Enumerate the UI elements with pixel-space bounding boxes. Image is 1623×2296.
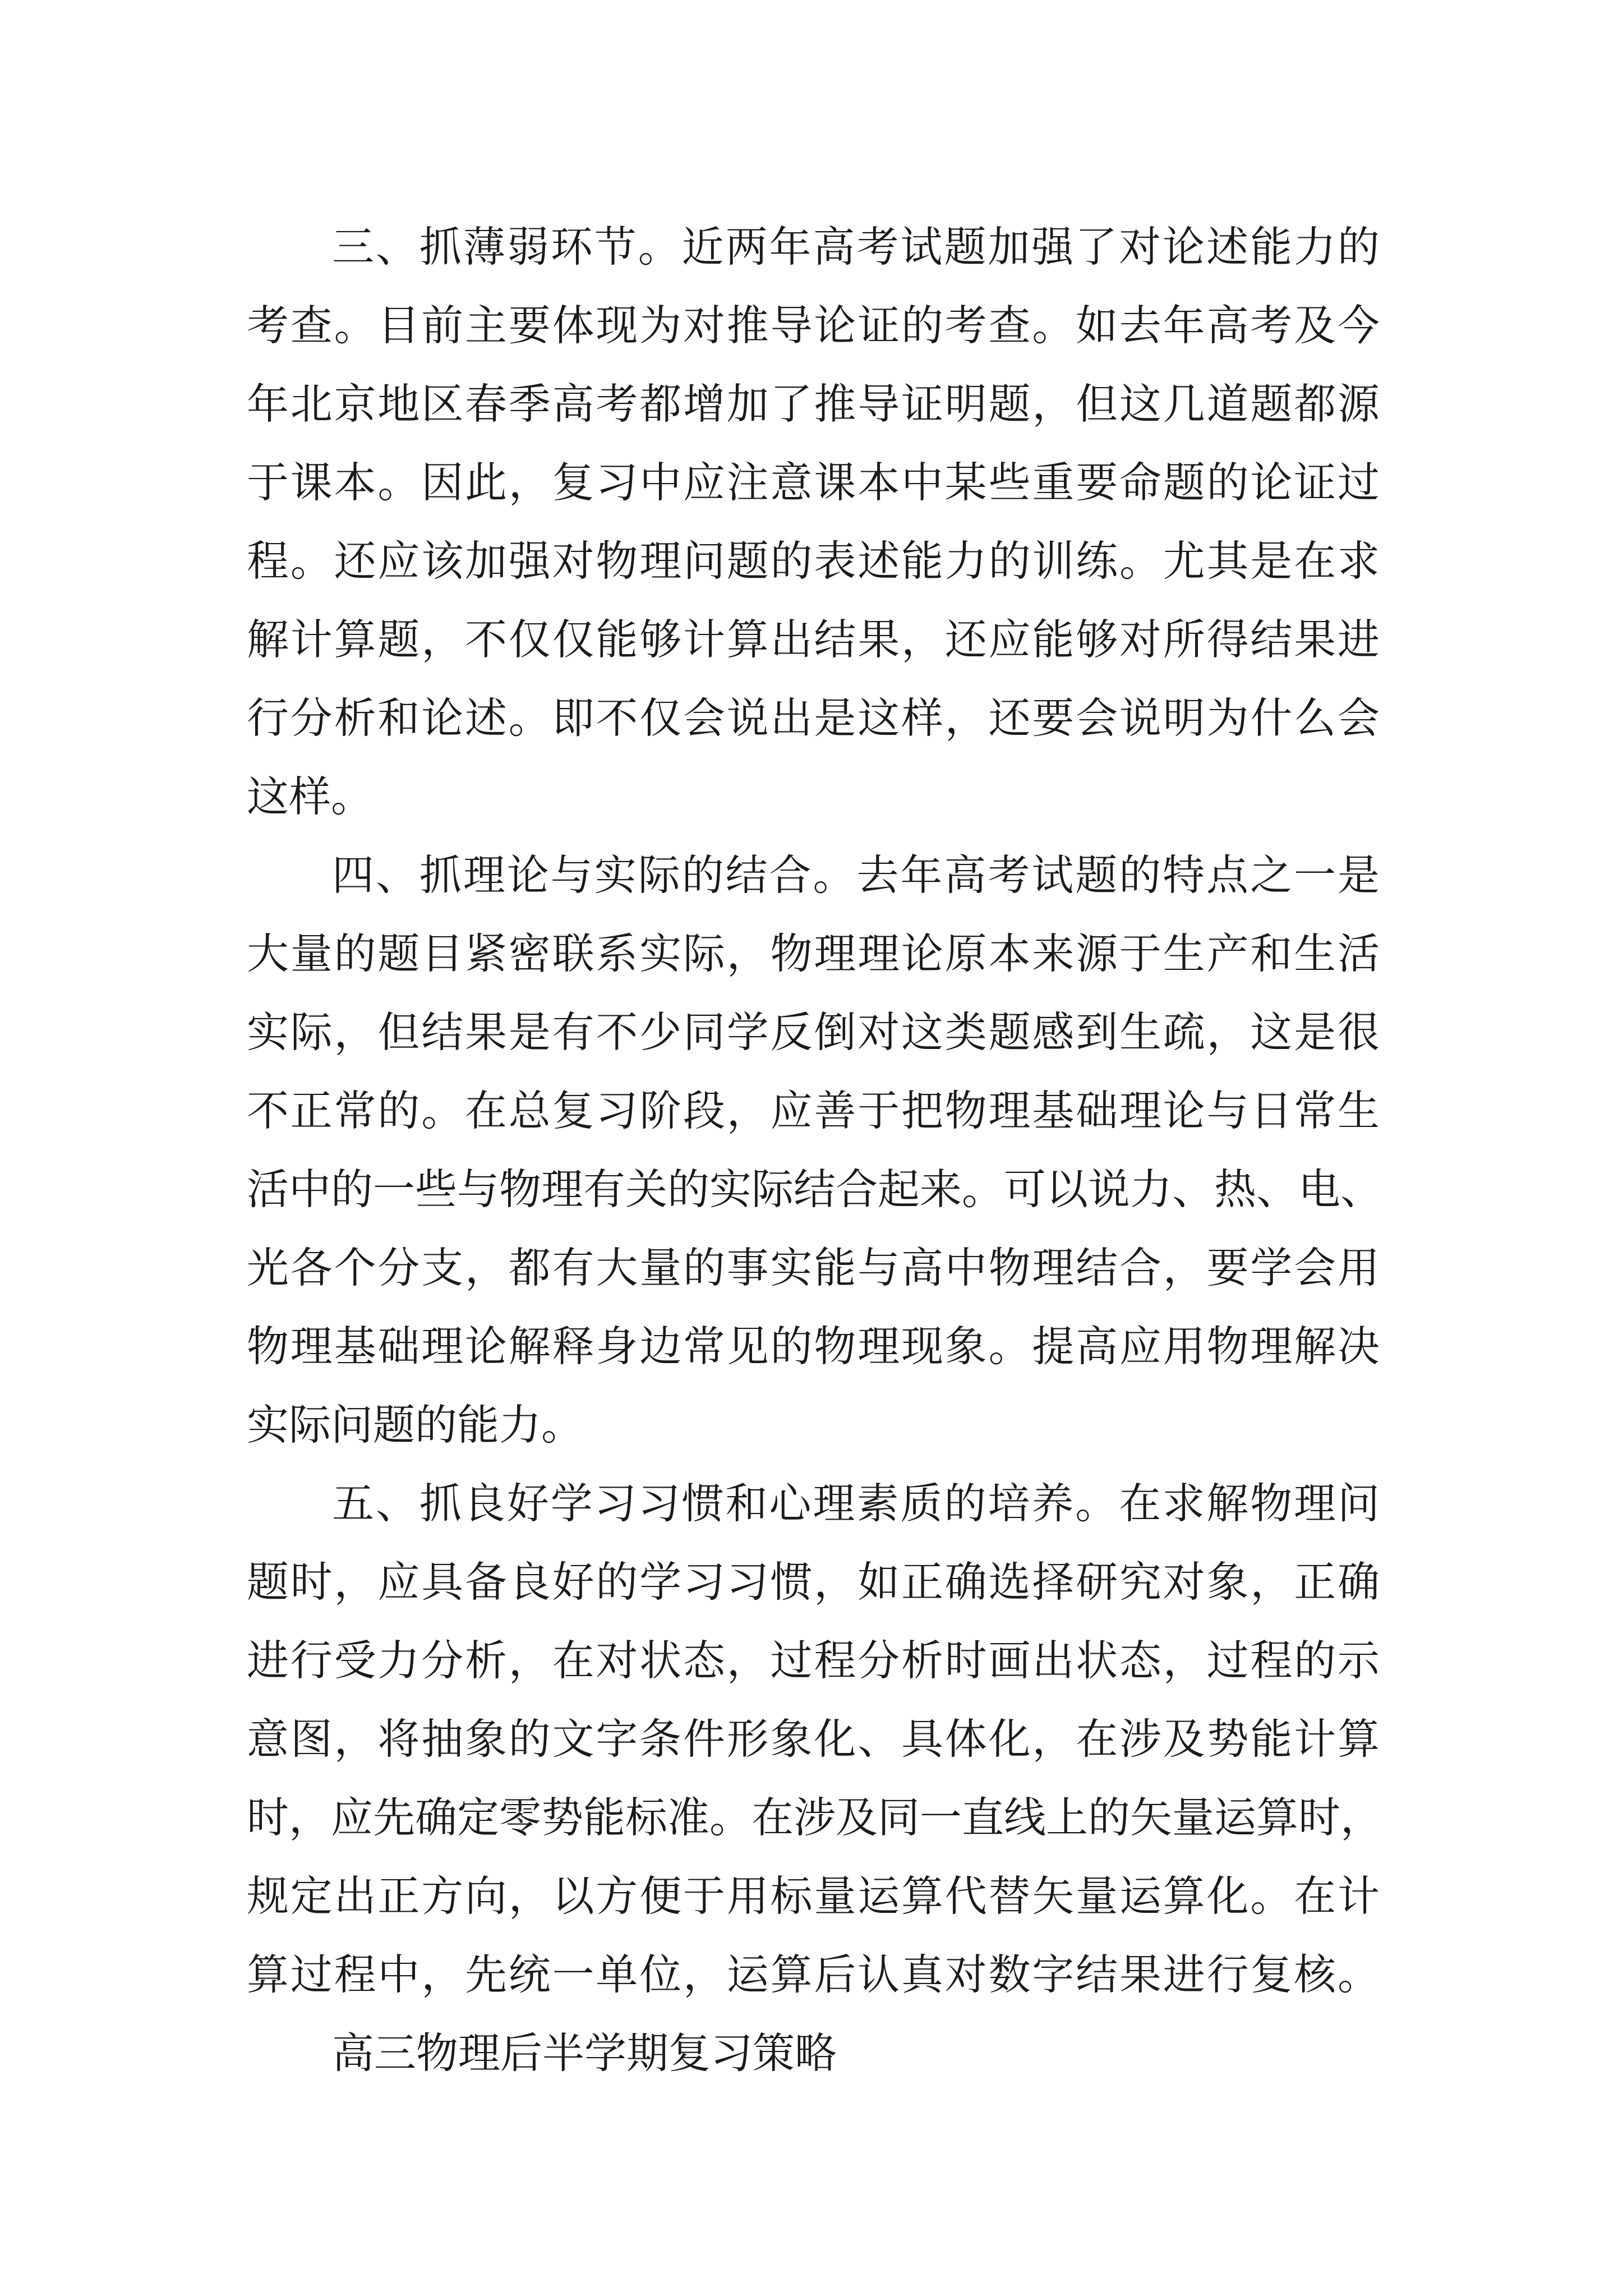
section-heading: 高三物理后半学期复习策略 <box>332 2028 837 2078</box>
paragraph-4-line-8: 实际问题的能力。 <box>247 1400 584 1450</box>
body-text <box>247 208 1383 2092</box>
paragraph-5-line-6: 规定出正方向，以方便于用标量运算代替矢量运算化。在计 <box>247 1871 1380 1921</box>
paragraph-3-line-6: 解计算题，不仅仅能够计算出结果，还应能够对所得结果进 <box>247 615 1380 664</box>
paragraph-5-line-2: 题时，应具备良好的学习习惯，如正确选择研究对象，正确 <box>247 1557 1380 1607</box>
paragraph-4-line-1: 四、抓理论与实际的结合。去年高考试题的特点之一是 <box>332 850 1380 900</box>
paragraph-4-line-3: 实际，但结果是有不少同学反倒对这类题感到生疏，这是很 <box>247 1007 1380 1057</box>
paragraph-5-line-1: 五、抓良好学习习惯和心理素质的培养。在求解物理问 <box>332 1479 1380 1528</box>
paragraph-3-line-2: 考查。目前主要体现为对推导论证的考查。如去年高考及今 <box>247 301 1380 350</box>
paragraph-3-line-5: 程。还应该加强对物理问题的表述能力的训练。尤其是在求 <box>247 536 1380 586</box>
paragraph-5-line-7: 算过程中，先统一单位，运算后认真对数字结果进行复核。 <box>247 1950 1380 1999</box>
paragraph-5-line-3: 进行受力分析，在对状态，过程分析时画出状态，过程的示 <box>247 1636 1380 1685</box>
paragraph-3-line-8: 这样。 <box>247 772 374 821</box>
paragraph-5-line-4: 意图，将抽象的文字条件形象化、具体化，在涉及势能计算 <box>247 1714 1380 1764</box>
paragraph-3-line-4: 于课本。因此，复习中应注意课本中某些重要命题的论证过 <box>247 458 1380 507</box>
paragraph-5-line-5: 时，应先确定零势能标准。在涉及同一直线上的矢量运算时， <box>247 1793 1383 1842</box>
paragraph-4-line-7: 物理基础理论解释身边常见的物理现象。提高应用物理解决 <box>247 1322 1380 1371</box>
paragraph-4-line-6: 光各个分支，都有大量的事实能与高中物理结合，要学会用 <box>247 1243 1380 1292</box>
paragraph-4-line-5: 活中的一些与物理有关的实际结合起来。可以说力、热、电、 <box>247 1165 1383 1214</box>
paragraph-3-line-1: 三、抓薄弱环节。近两年高考试题加强了对论述能力的 <box>332 222 1380 272</box>
paragraph-3-line-3: 年北京地区春季高考都增加了推导证明题，但这几道题都源 <box>247 379 1380 429</box>
paragraph-3-line-7: 行分析和论述。即不仅会说出是这样，还要会说明为什么会 <box>247 693 1380 743</box>
paragraph-4-line-2: 大量的题目紧密联系实际，物理理论原本来源于生产和生活 <box>247 929 1380 978</box>
paragraph-4-line-4: 不正常的。在总复习阶段，应善于把物理基础理论与日常生 <box>247 1086 1380 1135</box>
